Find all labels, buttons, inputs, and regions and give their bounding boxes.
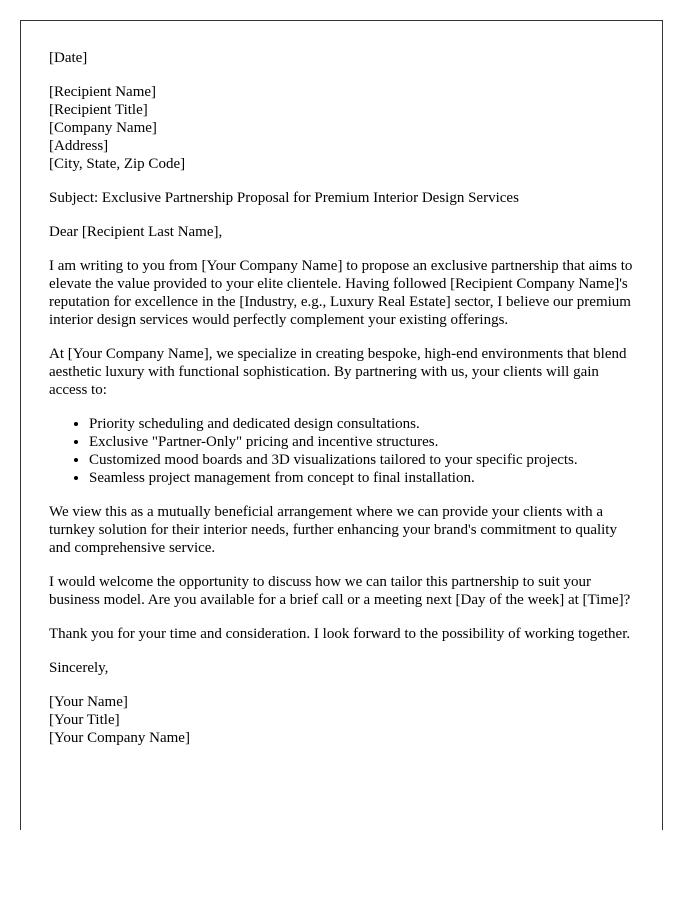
signature-block [49,693,634,747]
recipient-name: [Recipient Name] [49,84,157,100]
letter [20,20,663,830]
list-item: • Priority scheduling and dedicated design consultations. [89,415,634,433]
date: [Date] [49,50,88,66]
body-paragraph: We view this as a mutually beneficial arrangement where we can provide your clients with a turnkey solution for their interior needs, further enhancing your brand's commitment to quality and comprehensive service. [49,504,617,556]
recipient-company: [Company Name] [49,120,157,136]
body-paragraph: Thank you for your time and consideration. I look forward to the possibility of working together. [49,626,631,642]
subject-line: Subject: Exclusive Partnership Proposal for Premium Interior Design Services [49,190,519,206]
recipient-address: [Address] [49,138,109,154]
signoff: Sincerely, [49,660,109,676]
body-paragraph: At [Your Company Name], we specialize in creating bespoke, high-end environments that blend aesthetic luxury with functional sophistication. By partnering with us, your clients will gain access to: [49,346,627,398]
list-item: • Customized mood boards and 3D visualizations tailored to your specific projects. [89,451,634,469]
recipient-title: [Recipient Title] [49,102,148,118]
sender-company: [Your Company Name] [49,730,190,746]
sender-name: [Your Name] [49,694,128,710]
recipient-city: [City, State, Zip Code] [49,156,186,172]
list-item: • Exclusive "Partner-Only" pricing and incentive structures. [89,433,634,451]
body-paragraph: I am writing to you from [Your Company Name] to propose an exclusive partnership that aims to elevate the value provided to your elite clientele. Having followed [Recipient Company Name]'s reputation for excellence in the [Industry, e.g., Luxury Real Estate] sector, I believe our premium interior design services would perfectly complement your existing offerings. [49,258,633,328]
list-item: • Seamless project management from concept to final installation. [89,469,634,487]
sender-title: [Your Title] [49,712,120,728]
recipient-block [49,83,634,173]
benefits-list [49,415,634,487]
salutation: Dear [Recipient Last Name], [49,224,223,240]
body-paragraph: I would welcome the opportunity to discuss how we can tailor this partnership to suit your business model. Are you available for a brief call or a meeting next [Day of the week] at [Time]? [49,574,631,608]
